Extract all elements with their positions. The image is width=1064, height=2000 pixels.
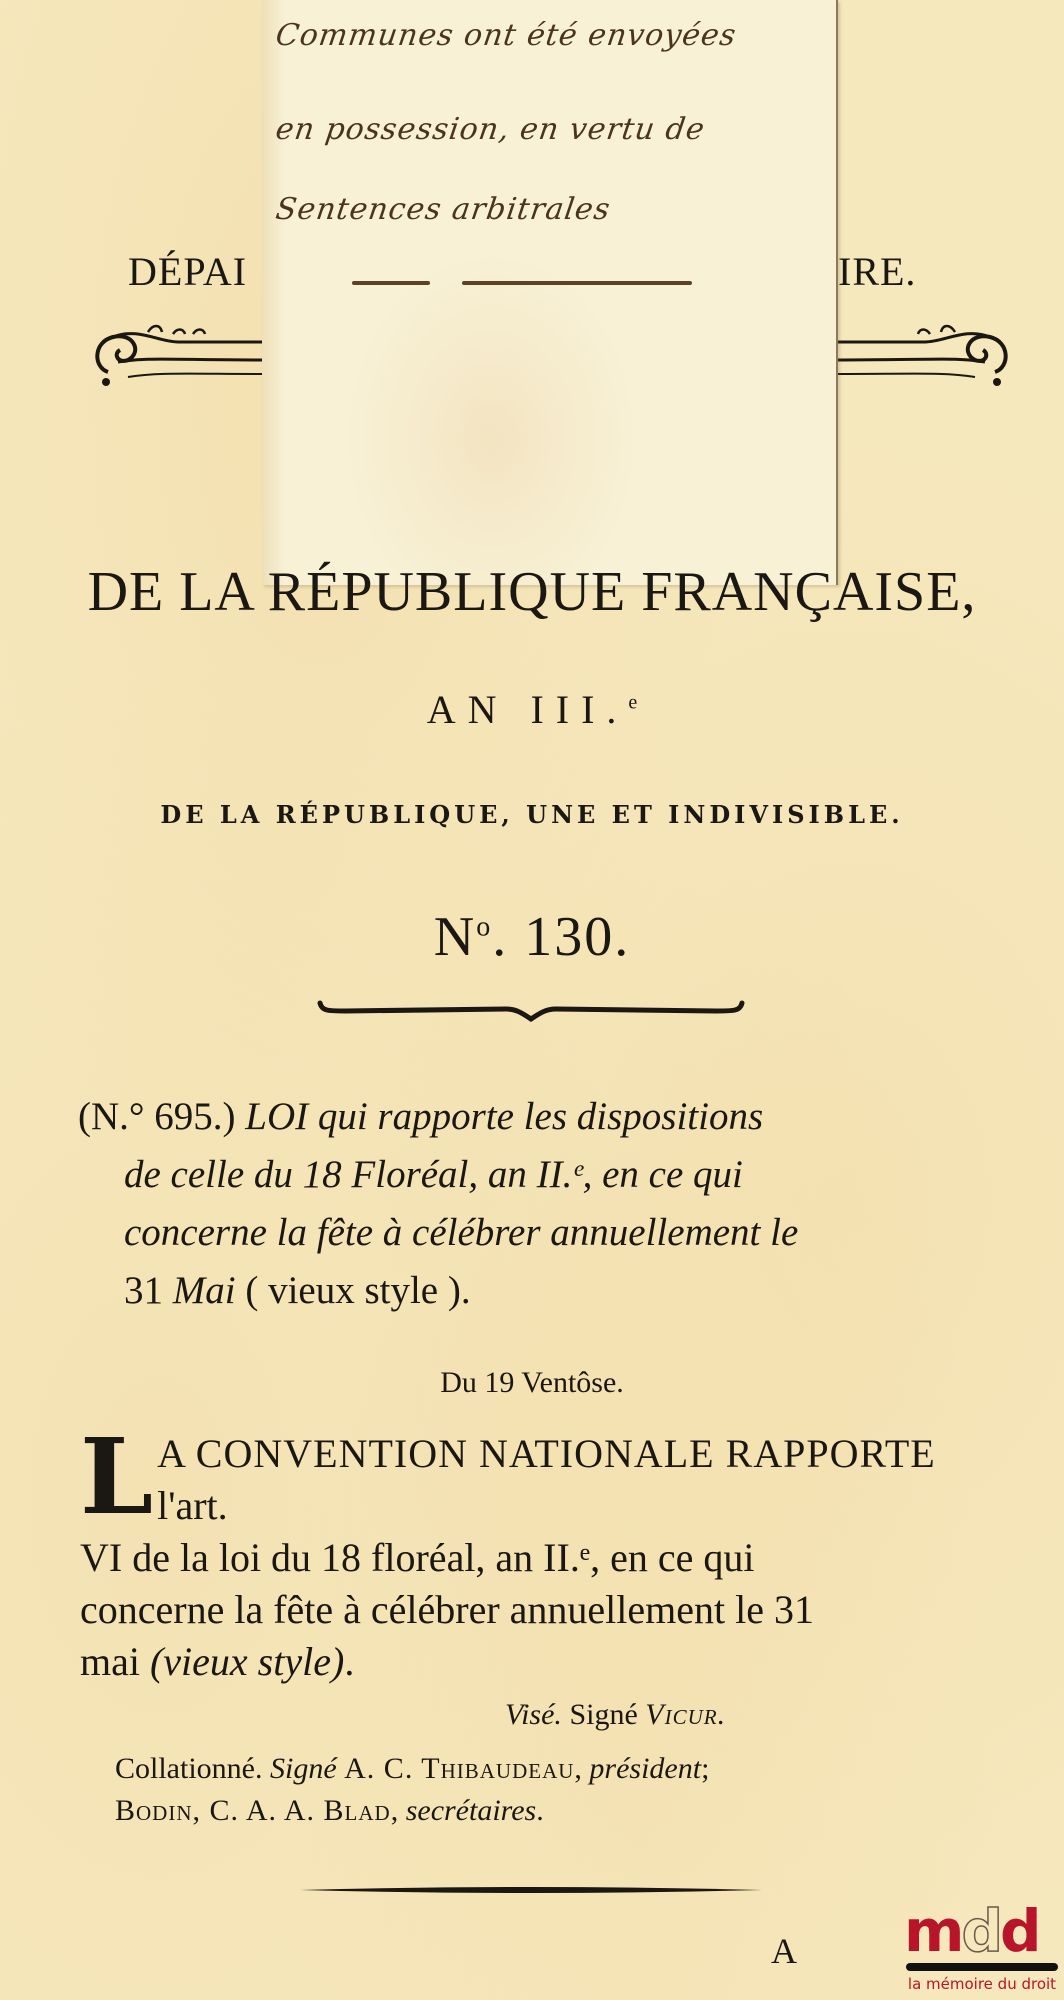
body-line-3: concerne la fête à célébrer annuellement le 31	[80, 1587, 815, 1632]
body-line-2: VI de la loi du 18 floréal, an II.ᵉ, en ce qui	[80, 1535, 755, 1580]
handwritten-line-3: Sentences arbitrales	[273, 192, 613, 227]
decree-body	[80, 1415, 1000, 1688]
scroll-ornament-right-icon	[830, 312, 1015, 392]
signature-mark: A	[771, 1931, 797, 1971]
mdd-logo-mark: mdd	[904, 1897, 1039, 1965]
law-summary	[78, 1088, 998, 1320]
department-header-right: IRE.	[838, 249, 917, 294]
pasted-handwritten-note	[262, 0, 838, 585]
bulletin-number: $N^o$. 130.	[433, 906, 631, 968]
handwritten-line-1: Communes ont été envoyées	[273, 18, 739, 53]
body-line-1: A CONVENTION NATIONALE RAPPORTE l'art.	[157, 1431, 936, 1528]
mdd-logo	[904, 1897, 1060, 1993]
collation-line-1: Collationné. Signé A. C. Thibaudeau, président;	[115, 1752, 710, 1785]
scroll-ornament-left-icon	[88, 312, 273, 392]
law-line-1: (N.° 695.) LOI qui rapporte les dispositions	[78, 1095, 764, 1138]
law-line-2: de celle du 18 Floréal, an II.ᵉ, en ce qui	[124, 1153, 743, 1196]
vise-signature: Visé. Signé Vicur.	[505, 1698, 727, 1731]
law-line-4: 31 Mai ( vieux style ).	[124, 1269, 471, 1312]
end-rule-ornament	[298, 1885, 764, 1895]
brace-ornament-icon	[316, 995, 746, 1025]
law-line-3: concerne la fête à célébrer annuellement le	[124, 1211, 799, 1254]
body-line-4: mai (vieux style).	[80, 1639, 355, 1684]
republic-subtitle: DE LA RÉPUBLIQUE, UNE ET INDIVISIBLE.	[160, 800, 904, 829]
collation-signatures	[115, 1748, 1035, 1832]
drop-cap: L	[80, 1415, 154, 1538]
document-title: DE LA RÉPUBLIQUE FRANÇAISE,	[87, 561, 977, 623]
logo-tagline: la mémoire du droit	[907, 1975, 1057, 1993]
note-rule-short	[352, 281, 430, 285]
decree-date: Du 19 Ventôse.	[440, 1366, 624, 1399]
note-rule-long	[462, 281, 692, 285]
year-heading: AN III.$^e$	[426, 687, 638, 732]
collation-line-2: Bodin, C. A. A. Blad, secrétaires.	[115, 1794, 544, 1827]
law-reference: (N.° 695.)	[78, 1095, 236, 1138]
law-heading: LOI	[245, 1095, 309, 1138]
handwritten-line-2: en possession, en vertu de	[273, 112, 708, 147]
department-header-left: DÉPAI	[128, 249, 248, 294]
